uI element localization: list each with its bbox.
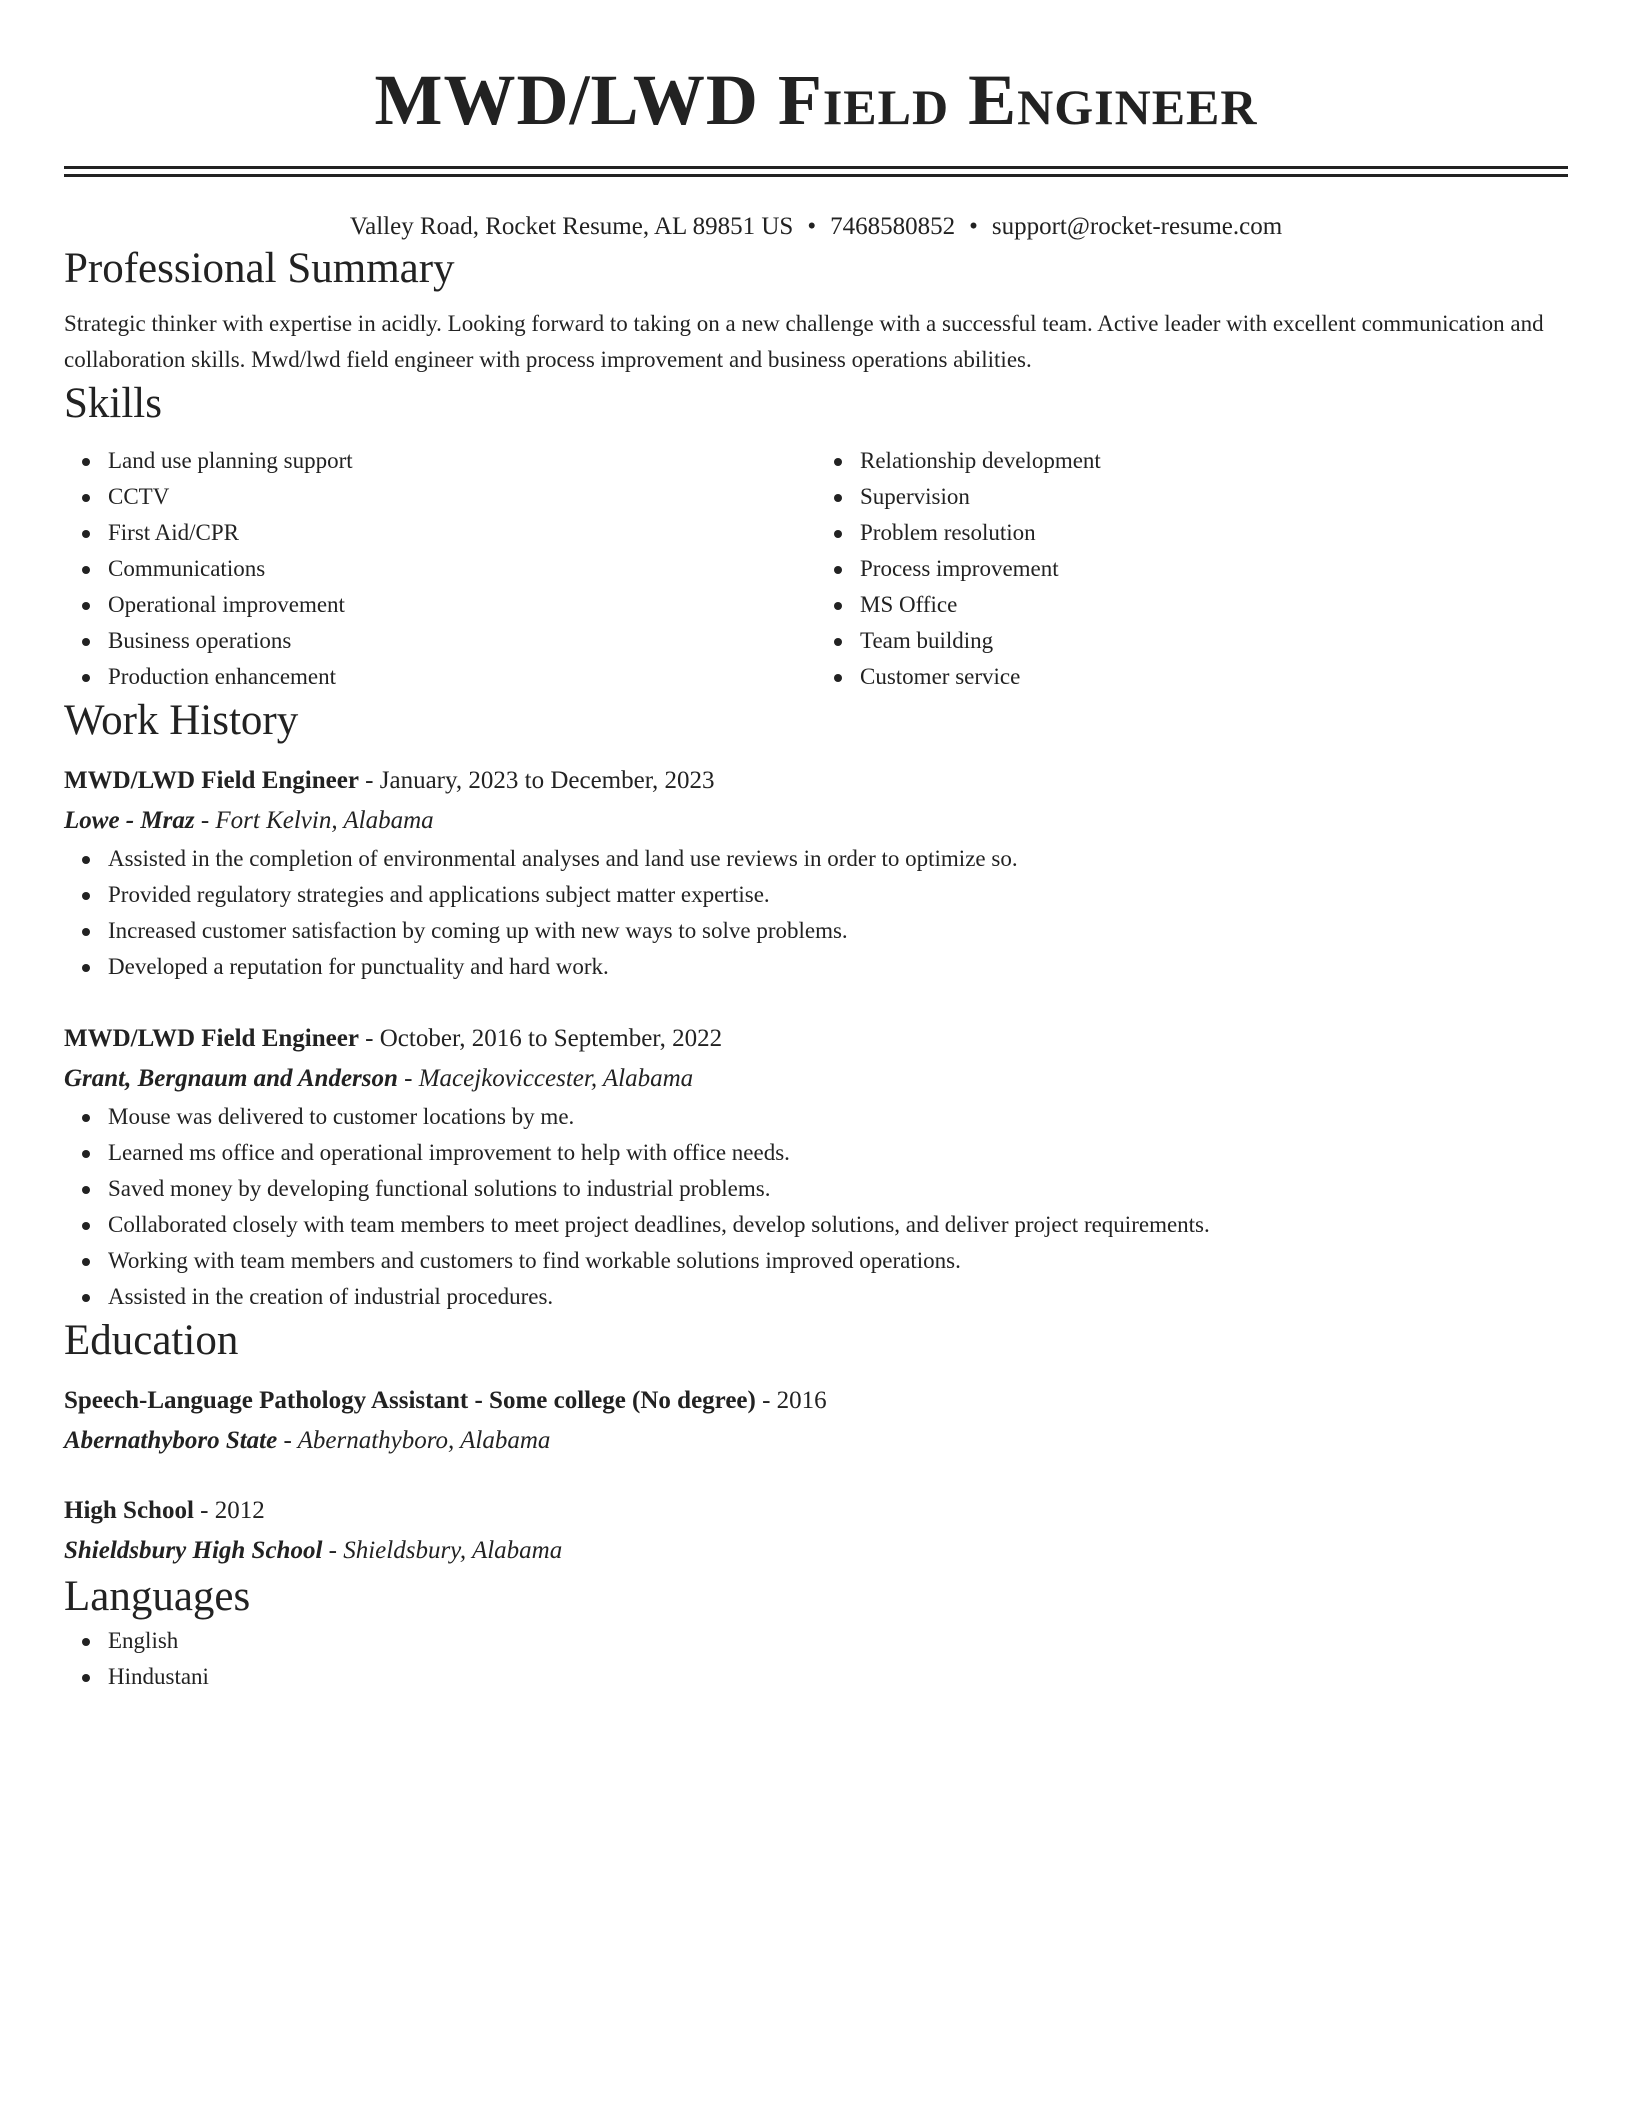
job-duty: Provided regulatory strategies and applications subject matter expertise. [108, 877, 1568, 913]
candidate-name: MWD/LWD Field Engineer [374, 60, 1258, 140]
education-year: - 2016 [755, 1387, 827, 1414]
job-title-line [64, 761, 1568, 801]
skills-list-left [64, 443, 816, 695]
job-duty: Assisted in the creation of industrial procedures. [108, 1279, 1568, 1315]
job-entry [64, 761, 1568, 985]
job-location: - Fort Kelvin, Alabama [194, 807, 434, 834]
job-duty: Learned ms office and operational improvement to help with office needs. [108, 1135, 1568, 1171]
job-role: MWD/LWD Field Engineer [64, 1025, 359, 1052]
contact-separator: • [969, 213, 978, 240]
skill-item: Supervision [860, 479, 1568, 515]
skill-item: Land use planning support [108, 443, 816, 479]
skills-heading: Skills [64, 380, 162, 427]
skill-item: Production enhancement [108, 659, 816, 695]
skill-item: Relationship development [860, 443, 1568, 479]
skill-item: CCTV [108, 479, 816, 515]
contact-line [64, 211, 1568, 243]
job-company: Grant, Bergnaum and Anderson [64, 1065, 398, 1092]
skill-item: Communications [108, 551, 816, 587]
job-duty: Developed a reputation for punctuality and hard work. [108, 949, 1568, 985]
education-entry [64, 1491, 1568, 1571]
education-school: Abernathyboro State [64, 1427, 278, 1454]
contact-separator: • [807, 213, 817, 240]
job-duty: Assisted in the completion of environmental analyses and land use reviews in order to optimize so. [108, 841, 1568, 877]
job-dates: - January, 2023 to December, 2023 [358, 767, 715, 794]
skills-columns [64, 443, 1568, 695]
skill-item: Customer service [860, 659, 1568, 695]
education-entry [64, 1381, 1568, 1461]
language-item: Hindustani [108, 1659, 1568, 1695]
skill-item: Operational improvement [108, 587, 816, 623]
skill-item: First Aid/CPR [108, 515, 816, 551]
education-location: - Shieldsbury, Alabama [322, 1537, 563, 1564]
languages-heading: Languages [64, 1573, 251, 1620]
education-school: Shieldsbury High School [64, 1537, 323, 1564]
header-divider [64, 166, 1568, 177]
education-degree: High School [64, 1497, 194, 1524]
skill-item: Process improvement [860, 551, 1568, 587]
education-degree-line [64, 1491, 1568, 1531]
education-location: - Abernathyboro, Alabama [277, 1427, 551, 1454]
contact-email: support@rocket-resume.com [991, 213, 1283, 240]
job-duty: Collaborated closely with team members to meet project deadlines, develop solutions, and deliver project requirements. [108, 1207, 1568, 1243]
job-dates: - October, 2016 to September, 2022 [358, 1025, 723, 1052]
skill-item: Business operations [108, 623, 816, 659]
skill-item: Problem resolution [860, 515, 1568, 551]
contact-address: Valley Road, Rocket Resume, AL 89851 US [349, 213, 794, 240]
education-heading: Education [64, 1317, 239, 1364]
job-duty: Increased customer satisfaction by coming up with new ways to solve problems. [108, 913, 1568, 949]
job-entry [64, 1019, 1568, 1315]
job-role: MWD/LWD Field Engineer [64, 767, 359, 794]
education-degree-line [64, 1381, 1568, 1421]
language-item: English [108, 1623, 1568, 1659]
job-company-line [64, 801, 1568, 841]
job-duty: Working with team members and customers to find workable solutions improved operations. [108, 1243, 1568, 1279]
job-location: - Macejkoviccester, Alabama [397, 1065, 694, 1092]
education-year: - 2012 [193, 1497, 265, 1524]
education-school-line [64, 1421, 1568, 1461]
summary-text: Strategic thinker with expertise in acidly. Looking forward to taking on a new challenge with a successful team. Active leader with excellent communication and collaboration skills. Mwd/lwd field engineer with process improvement and business operations abilities. [64, 311, 1544, 372]
skill-item: MS Office [860, 587, 1568, 623]
education-school-line [64, 1531, 1568, 1571]
education-degree: Speech-Language Pathology Assistant - Some college (No degree) [64, 1387, 756, 1414]
job-company: Lowe - Mraz [64, 807, 195, 834]
job-company-line [64, 1059, 1568, 1099]
job-title-line [64, 1019, 1568, 1059]
job-duties-list [64, 841, 1568, 985]
job-duty: Saved money by developing functional solutions to industrial problems. [108, 1171, 1568, 1207]
skill-item: Team building [860, 623, 1568, 659]
languages-list [64, 1623, 1568, 1695]
work-history-heading: Work History [64, 697, 299, 744]
summary-heading: Professional Summary [64, 245, 455, 292]
job-duty: Mouse was delivered to customer locations by me. [108, 1099, 1568, 1135]
skills-list-right [816, 443, 1568, 695]
contact-phone: 7468580852 [830, 213, 956, 240]
job-duties-list [64, 1099, 1568, 1315]
